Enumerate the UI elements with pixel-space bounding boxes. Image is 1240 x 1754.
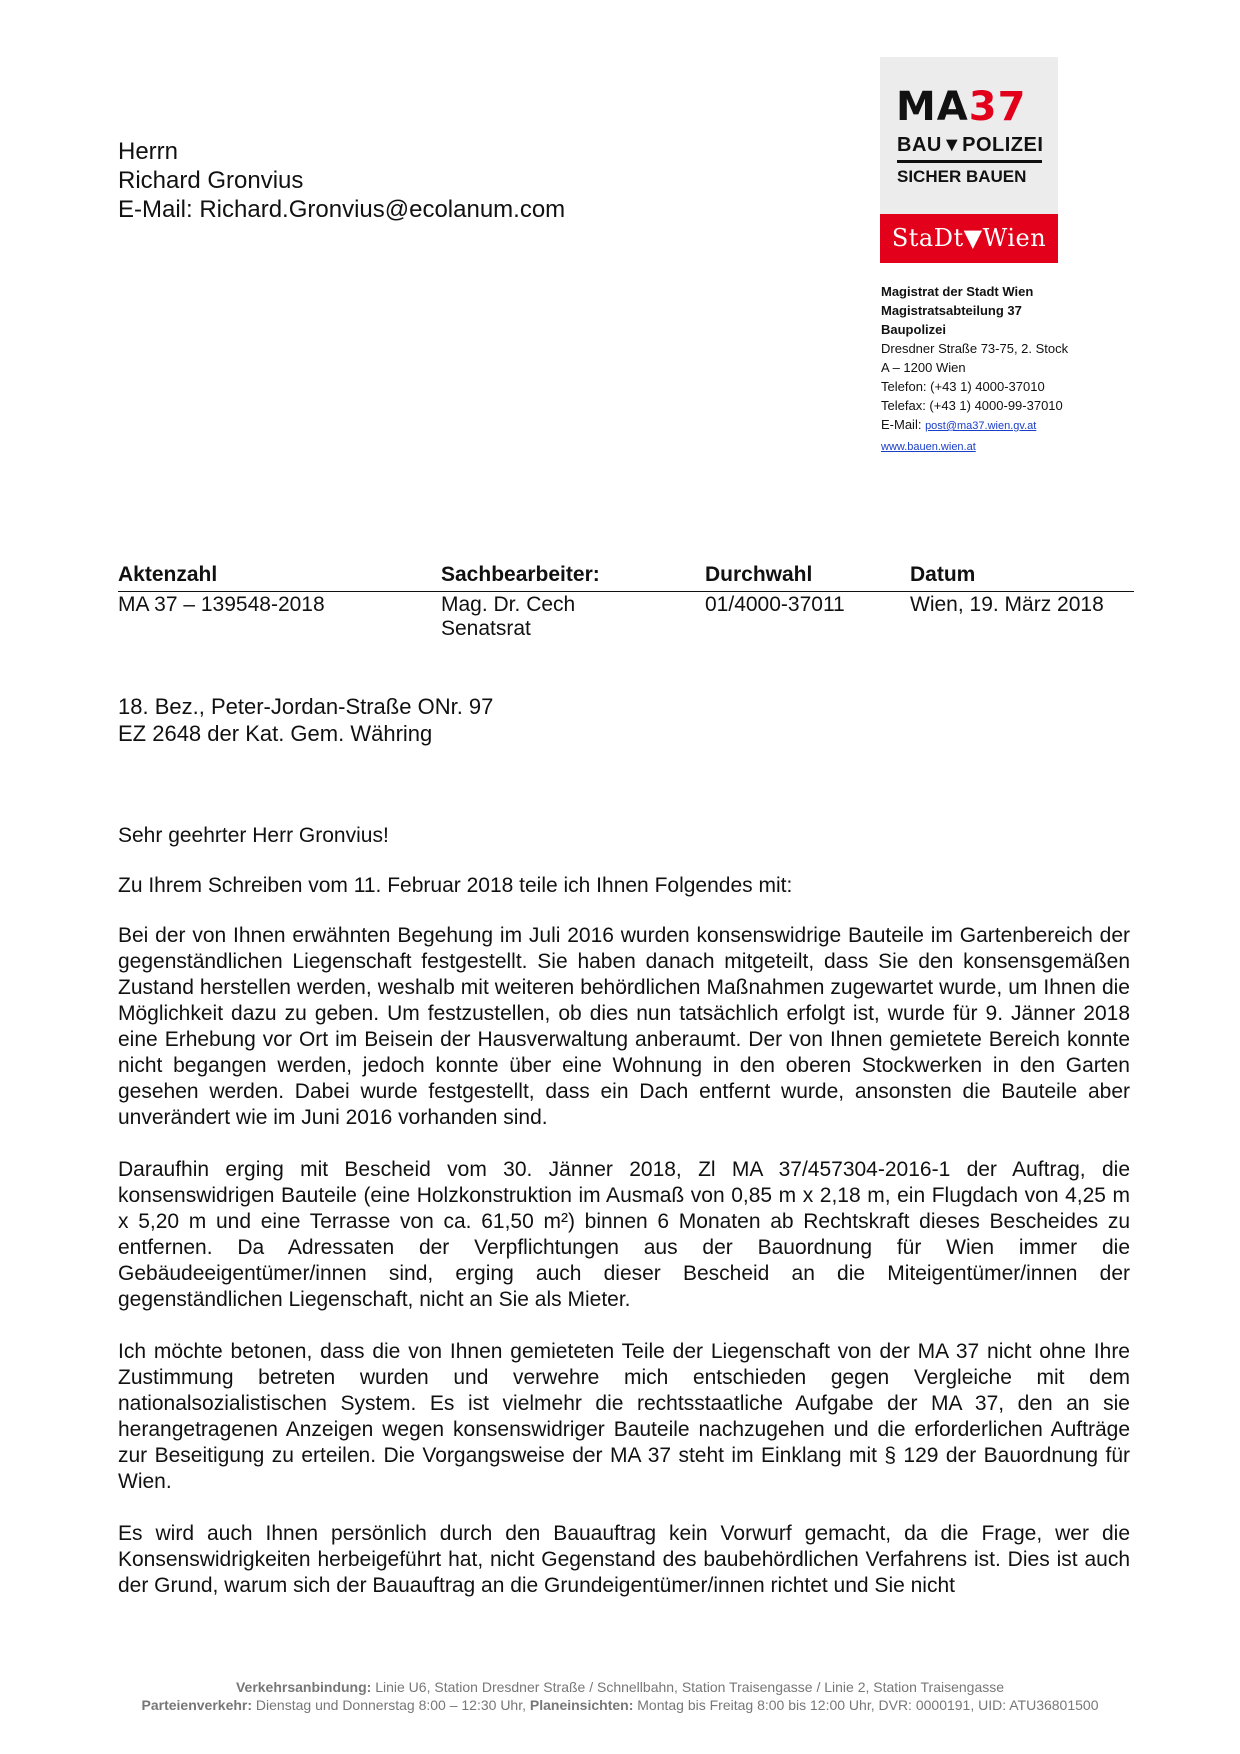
recipient-name: Richard Gronvius [118, 167, 304, 194]
logo-top-panel [880, 57, 1058, 214]
footer-parteienverkehr-label: Parteienverkehr: [141, 1697, 253, 1713]
letter-subject [118, 693, 493, 747]
value-sachbearbeiter-name: Mag. Dr. Cech [441, 593, 576, 616]
ma37-logo [880, 57, 1058, 263]
recipient-email: E-Mail: Richard.Gronvius@ecolanum.com [118, 196, 566, 223]
subject-line1: 18. Bez., Peter-Jordan-Straße ONr. 97 [118, 694, 494, 719]
letter-body [118, 823, 1130, 1625]
office-web-link[interactable]: www.bauen.wien.at [881, 441, 976, 453]
logo-ma-text: MA [896, 84, 969, 130]
footer-planeinsichten-text: Montag bis Freitag 8:00 bis 12:00 Uhr, DVR: 0000191, UID: ATU36801500 [633, 1697, 1099, 1713]
recipient-address [118, 137, 565, 224]
letter-paragraph: Bei der von Ihnen erwähnten Begehung im Juli 2016 wurden konsenswidrige Bauteile im Gartenbereich der gegenständlichen Liegenschaft festgestellt. Sie haben danach mitgeteilt, dass Sie den konsensgemäßen Zustand herstellen werden, weshalb mit weiteren behördlichen Maßnahmen zugewartet wurde, um Ihnen die Möglichkeit dazu zu geben. Um festzustellen, ob dies nun tatsächlich erfolgt ist, wurde für 9. Jänner 2018 eine Erhebung vor Ort im Beisein der Hausverwaltung anberaumt. Der von Ihnen gemietete Bereich konnte nicht begangen werden, jedoch konnte über eine Wohnung in den oberen Stockwerken in den Garten gesehen werden. Dabei wurde festgestellt, dass ein Dach entfernt wurde, ansonsten die Bauteile aber unverändert wie im Juni 2016 vorhanden sind. [118, 924, 1130, 1129]
header-aktenzahl: Aktenzahl [118, 563, 218, 586]
letter-paragraph: Es wird auch Ihnen persönlich durch den Bauauftrag kein Vorwurf gemacht, da die Frage, wer die Konsenswidrigkeiten herbeigeführt hat, nicht Gegenstand des baubehördlichen Verfahrens ist. Dies ist auch der Grund, warum sich der Bauauftrag an die Grundeigentümer/innen richtet und Sie nicht [118, 1522, 1130, 1597]
reference-header-row [118, 563, 1134, 589]
office-email-link[interactable]: post@ma37.wien.gv.at [925, 420, 1037, 432]
footer-transport-label: Verkehrsanbindung: [235, 1679, 372, 1695]
letter-paragraph: Daraufhin erging mit Bescheid vom 30. Jänner 2018, Zl MA 37/457304-2016-1 der Auftrag, die konsenswidrigen Bauteile (eine Holzkonstruktion im Ausmaß von 0,85 m x 2,18 m, ein Flugdach von 4,25 m x 5,20 m und eine Terrasse von ca. 61,50 m²) binnen 6 Monaten ab Rechtskraft dieses Bescheides zu entfernen. Da Adressaten der Verpflichtungen aus der Bauordnung für Wien immer die Gebäudeeigentümer/innen sind, erging auch dieser Bescheid an die Miteigentümer/innen der gegenständlichen Liegenschaft, nicht an Sie als Mieter. [118, 1158, 1130, 1311]
logo-divider [897, 160, 1042, 163]
logo-stadt-wien-text: StaDt▼Wien [880, 214, 1058, 263]
office-email-line [881, 415, 1068, 436]
footer-planeinsichten-label: Planeinsichten: [529, 1697, 634, 1713]
header-datum: Datum [910, 563, 976, 586]
letter-paragraph: Ich möchte betonen, dass die von Ihnen gemieteten Teile der Liegenschaft von der MA 37 nicht ohne Ihre Zustimmung betreten wurden und verwehre mich entschieden gegen Vergleiche mit dem nationalsozialistischen System. Es ist vielmehr die rechtsstaatliche Aufgabe der MA 37, den an sie herangetragenen Anzeigen wegen konsenswidriger Bauteile nachzugehen und die erforderlichen Aufträge zur Beseitigung zu erteilen. Die Vorgangsweise der MA 37 steht im Einklang mit § 129 der Bauordnung für Wien. [118, 1340, 1130, 1493]
header-durchwahl: Durchwahl [705, 563, 813, 586]
value-sachbearbeiter [441, 593, 575, 641]
office-org3: Baupolizei [881, 322, 947, 337]
value-aktenzahl: MA 37 – 139548-2018 [118, 593, 325, 616]
footer-transport-text: Linie U6, Station Dresdner Straße / Schnellbahn, Station Traisengasse / Linie 2, Station Traisengasse [371, 1679, 1005, 1695]
office-email-label: E-Mail: [881, 417, 926, 432]
recipient-salutation: Herrn [118, 138, 179, 165]
letter-salutation: Sehr geehrter Herr Gronvius! [118, 824, 389, 847]
reference-divider [118, 591, 1134, 592]
reference-table [118, 563, 1134, 640]
footer-parteienverkehr-text: Dienstag und Donnerstag 8:00 – 12:30 Uhr, [252, 1697, 530, 1713]
office-phone: Telefon: (+43 1) 4000-37010 [881, 379, 1045, 394]
header-sachbearbeiter: Sachbearbeiter: [441, 563, 600, 586]
logo-37-text: 37 [968, 84, 1027, 130]
office-org2: Magistratsabteilung 37 [881, 303, 1022, 318]
office-street: Dresdner Straße 73-75, 2. Stock [881, 341, 1069, 356]
office-org1: Magistrat der Stadt Wien [881, 284, 1034, 299]
footer-hours [0, 1696, 1240, 1714]
logo-sicher-bauen-text: SICHER BAUEN [897, 167, 1027, 186]
value-datum: Wien, 19. März 2018 [910, 593, 1104, 616]
logo-baupolizei-text: BAU▼POLIZEI [897, 134, 1044, 156]
page-footer [0, 1678, 1240, 1714]
office-fax: Telefax: (+43 1) 4000-99-37010 [881, 398, 1063, 413]
letter-intro: Zu Ihrem Schreiben vom 11. Februar 2018 teile ich Ihnen Folgendes mit: [118, 874, 793, 897]
subject-line2: EZ 2648 der Kat. Gem. Währing [118, 721, 433, 746]
value-sachbearbeiter-title: Senatsrat [441, 617, 531, 640]
footer-transport [0, 1678, 1240, 1696]
value-durchwahl: 01/4000-37011 [705, 593, 845, 616]
office-zip-city: A – 1200 Wien [881, 360, 966, 375]
logo-ma37-text [896, 84, 1027, 130]
office-address [881, 282, 1068, 457]
